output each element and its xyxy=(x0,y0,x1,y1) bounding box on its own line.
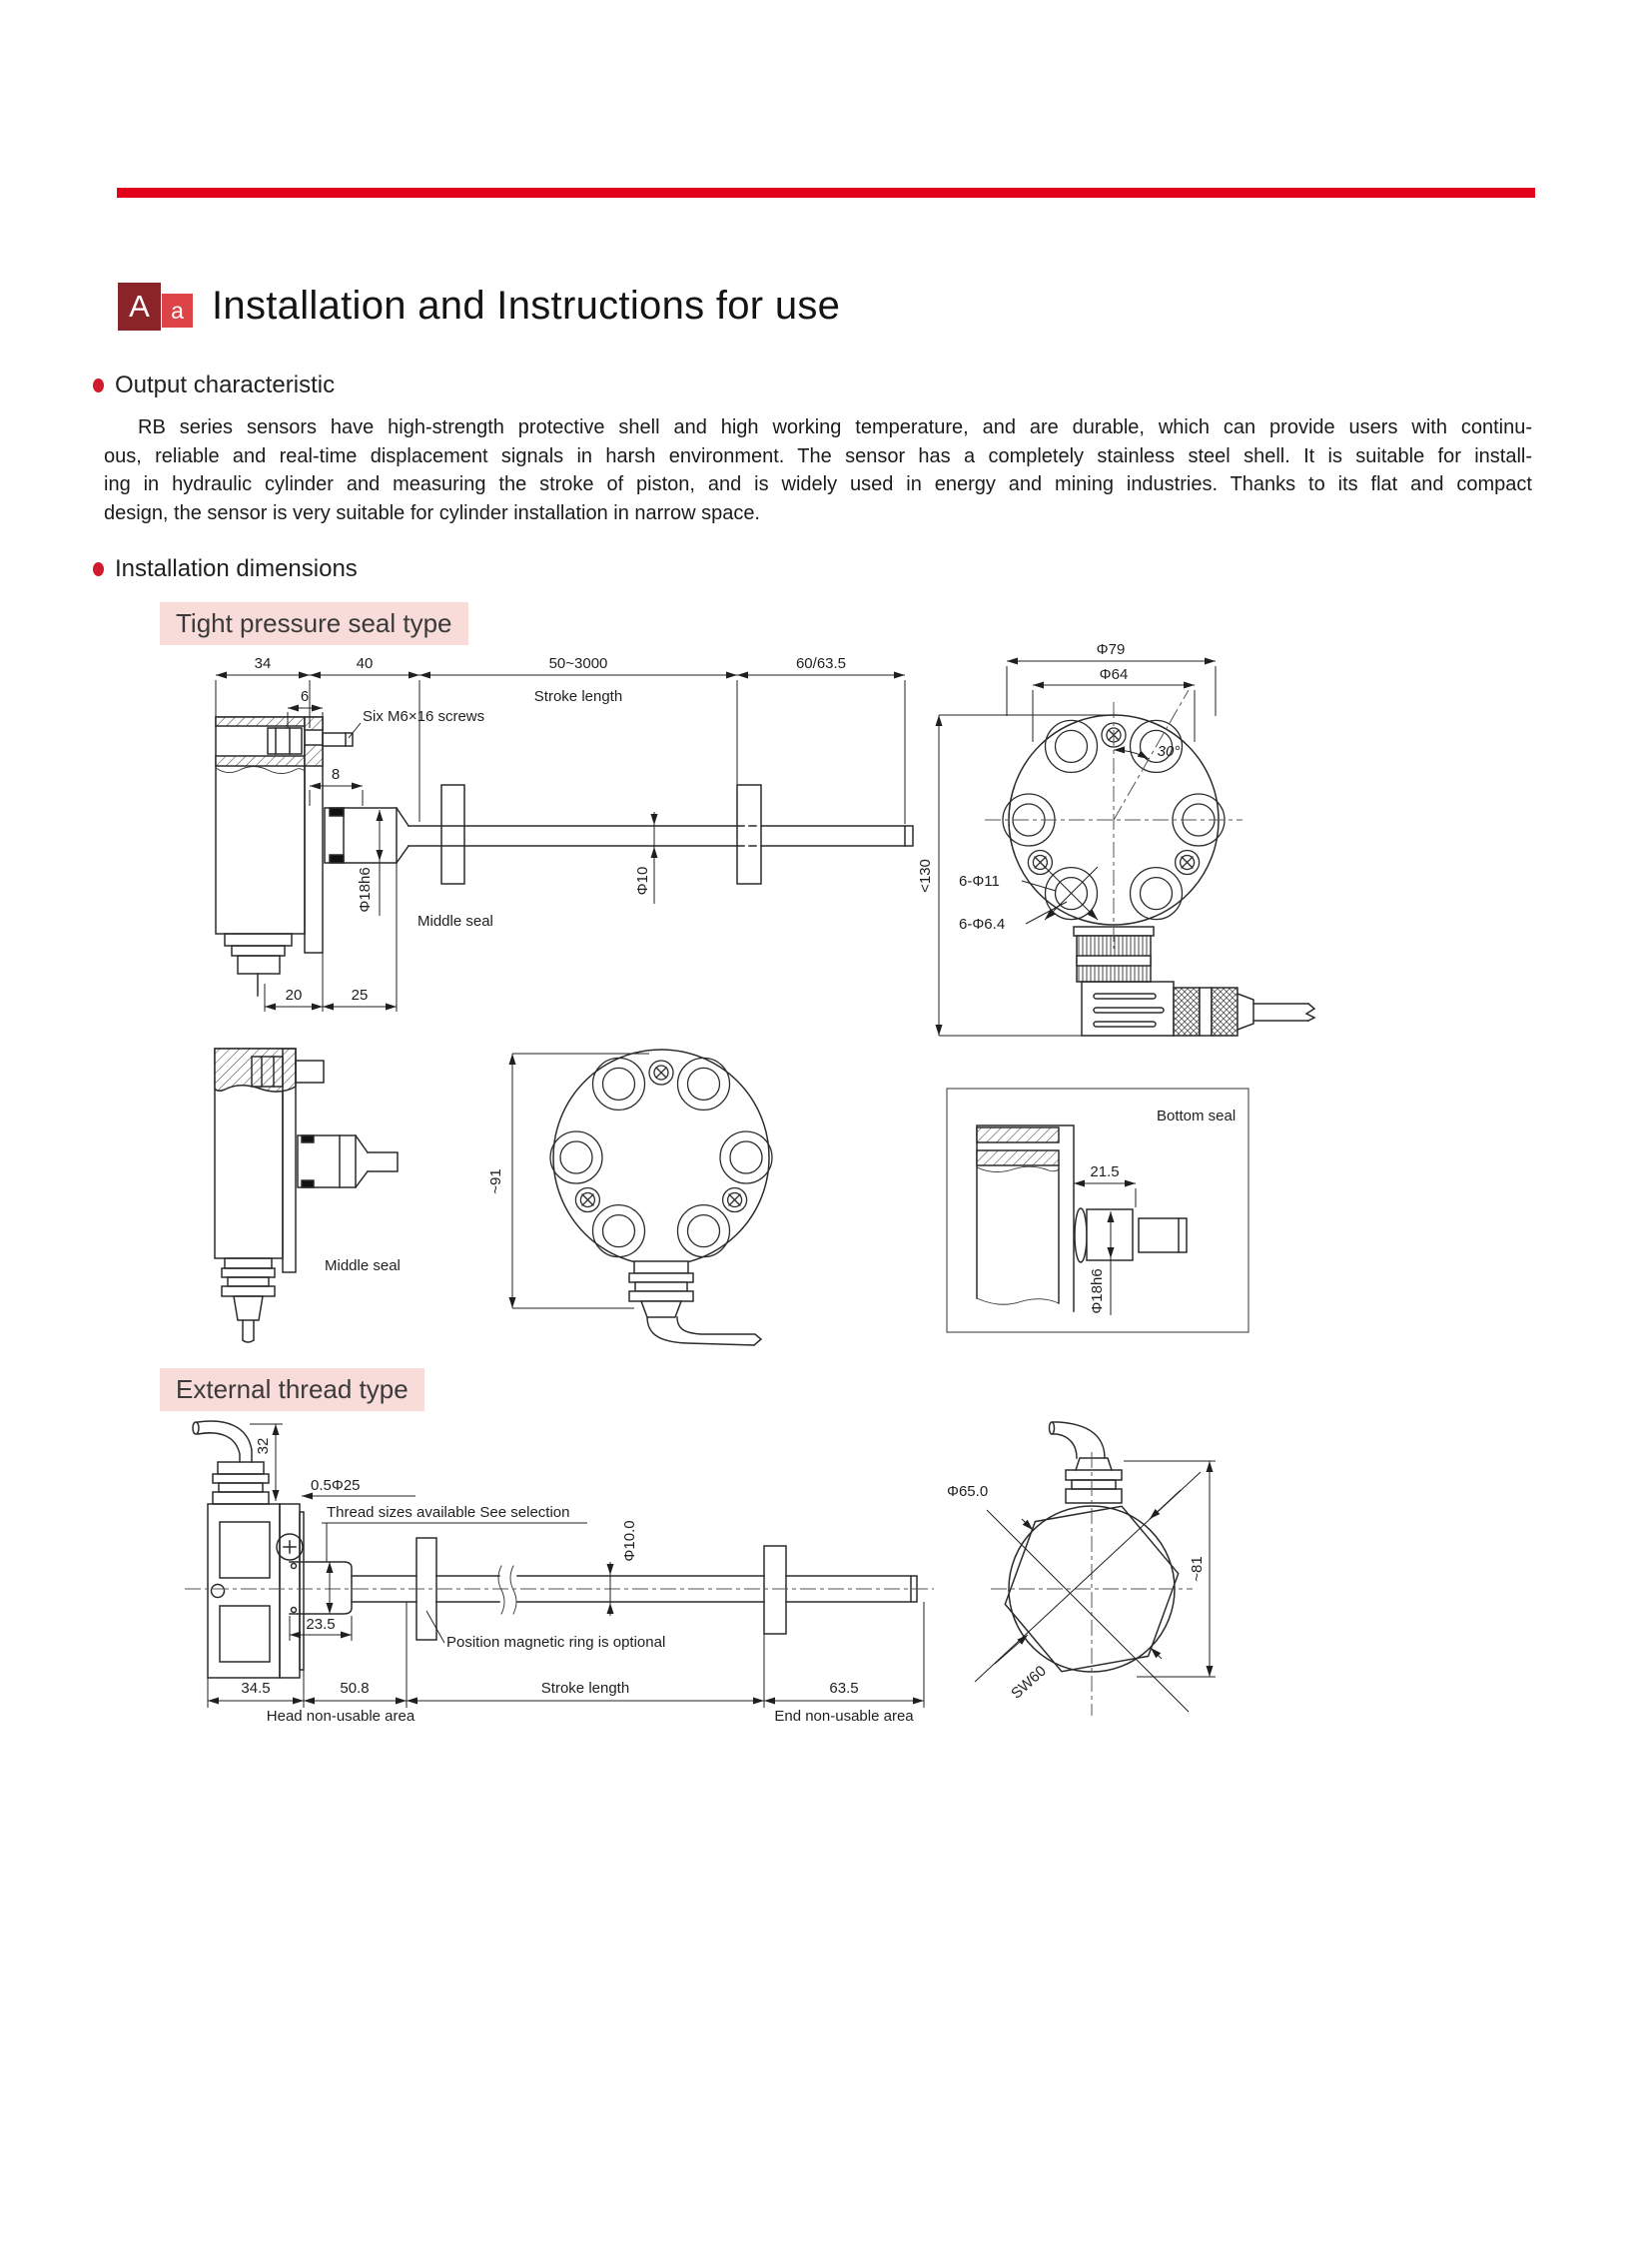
dim-32: 32 xyxy=(255,1437,272,1455)
paragraph-line: design, the sensor is very suitable for cylinder installation in narrow space. xyxy=(104,501,760,524)
page-title: Installation and Instructions for use xyxy=(212,284,841,328)
dim-21-5: 21.5 xyxy=(1090,1163,1120,1180)
dim-6: 6 xyxy=(300,688,310,705)
section-installation xyxy=(93,555,358,583)
bottom-seal-box xyxy=(947,1089,1248,1332)
dim-phi10: Φ10 xyxy=(634,866,651,896)
screws-note: Six M6×16 screws xyxy=(363,708,485,725)
dim-30deg: 30° xyxy=(1157,743,1181,760)
head-nonusable-label: Head non-usable area xyxy=(266,1708,415,1725)
middle-seal-label: Middle seal xyxy=(417,913,493,930)
section-installation-heading: Installation dimensions xyxy=(115,555,358,582)
top-rule xyxy=(117,188,1535,198)
dim-63-5: 63.5 xyxy=(829,1680,859,1697)
dim-0-5phi25: 0.5Φ25 xyxy=(311,1477,361,1494)
dim-60-63-5: 60/63.5 xyxy=(795,655,847,672)
flange-front-view xyxy=(1003,715,1314,1036)
paragraph-line: RB series sensors have high-strength protective shell and high working temperature, and are durable, which can provide users with continu- xyxy=(138,416,1532,438)
dim-phi18h6: Φ18h6 xyxy=(357,867,374,913)
dim-8: 8 xyxy=(331,766,341,783)
middle-seal-side-view xyxy=(215,1049,398,1342)
circle-view-dimensions xyxy=(512,1054,649,1308)
section-output xyxy=(93,372,335,399)
dim-phi65: Φ65.0 xyxy=(947,1483,989,1500)
thread-sizes-note: Thread sizes available See selection xyxy=(327,1504,570,1521)
heading-badge-small: a xyxy=(162,294,193,328)
dim-sw60: SW60 xyxy=(1008,1662,1050,1703)
dim-25: 25 xyxy=(351,987,369,1004)
thread-view-dimensions xyxy=(208,1424,924,1708)
dim-40: 40 xyxy=(356,655,374,672)
side-section-view xyxy=(216,717,913,996)
bullet-icon xyxy=(93,378,104,392)
dim-6phi64: 6-Φ6.4 xyxy=(959,916,1006,933)
magnet-ring-note: Position magnetic ring is optional xyxy=(446,1634,666,1651)
end-nonusable-label: End non-usable area xyxy=(774,1708,914,1725)
dim-phi18h6-bottom: Φ18h6 xyxy=(1089,1268,1106,1314)
dim-stroke-range: 50~3000 xyxy=(548,655,608,672)
tight-seal-label: Tight pressure seal type xyxy=(160,602,468,645)
dim-6phi11: 6-Φ11 xyxy=(959,873,1000,890)
stroke-length-label: Stroke length xyxy=(533,688,623,705)
dim-50-8: 50.8 xyxy=(340,1680,370,1697)
stroke-length-label-2: Stroke length xyxy=(540,1680,630,1697)
dim-91: ~91 xyxy=(487,1168,504,1194)
dim-130: <130 xyxy=(917,859,934,893)
dim-81: ~81 xyxy=(1189,1556,1206,1582)
bottom-seal-label: Bottom seal xyxy=(1157,1108,1237,1124)
bullet-icon xyxy=(93,562,104,576)
dim-phi10-0: Φ10.0 xyxy=(621,1520,638,1562)
dim-23-5: 23.5 xyxy=(306,1616,336,1633)
dim-phi64: Φ64 xyxy=(1099,666,1129,683)
front-circle-view xyxy=(550,1050,772,1345)
dim-34: 34 xyxy=(254,655,272,672)
dim-20: 20 xyxy=(285,987,303,1004)
dim-phi79: Φ79 xyxy=(1096,644,1126,658)
external-thread-label: External thread type xyxy=(160,1368,424,1411)
middle-seal-label-2: Middle seal xyxy=(325,1257,401,1274)
paragraph-line: ous, reliable and real-time displacement signals in harsh environment. The sensor has a completely stainless steel shell. It is suitable for install- xyxy=(104,444,1532,467)
dim-34-5: 34.5 xyxy=(241,1680,271,1697)
external-thread-drawing xyxy=(130,1416,1538,1748)
output-paragraph xyxy=(104,413,1532,527)
heading-badge-large: A xyxy=(118,283,161,331)
section-output-heading: Output characteristic xyxy=(115,372,336,398)
tight-seal-drawing xyxy=(130,644,1538,1355)
paragraph-line: ing in hydraulic cylinder and measuring the stroke of piston, and is widely used in energy and mining industries. Thanks to its flat and compact xyxy=(104,473,1532,495)
